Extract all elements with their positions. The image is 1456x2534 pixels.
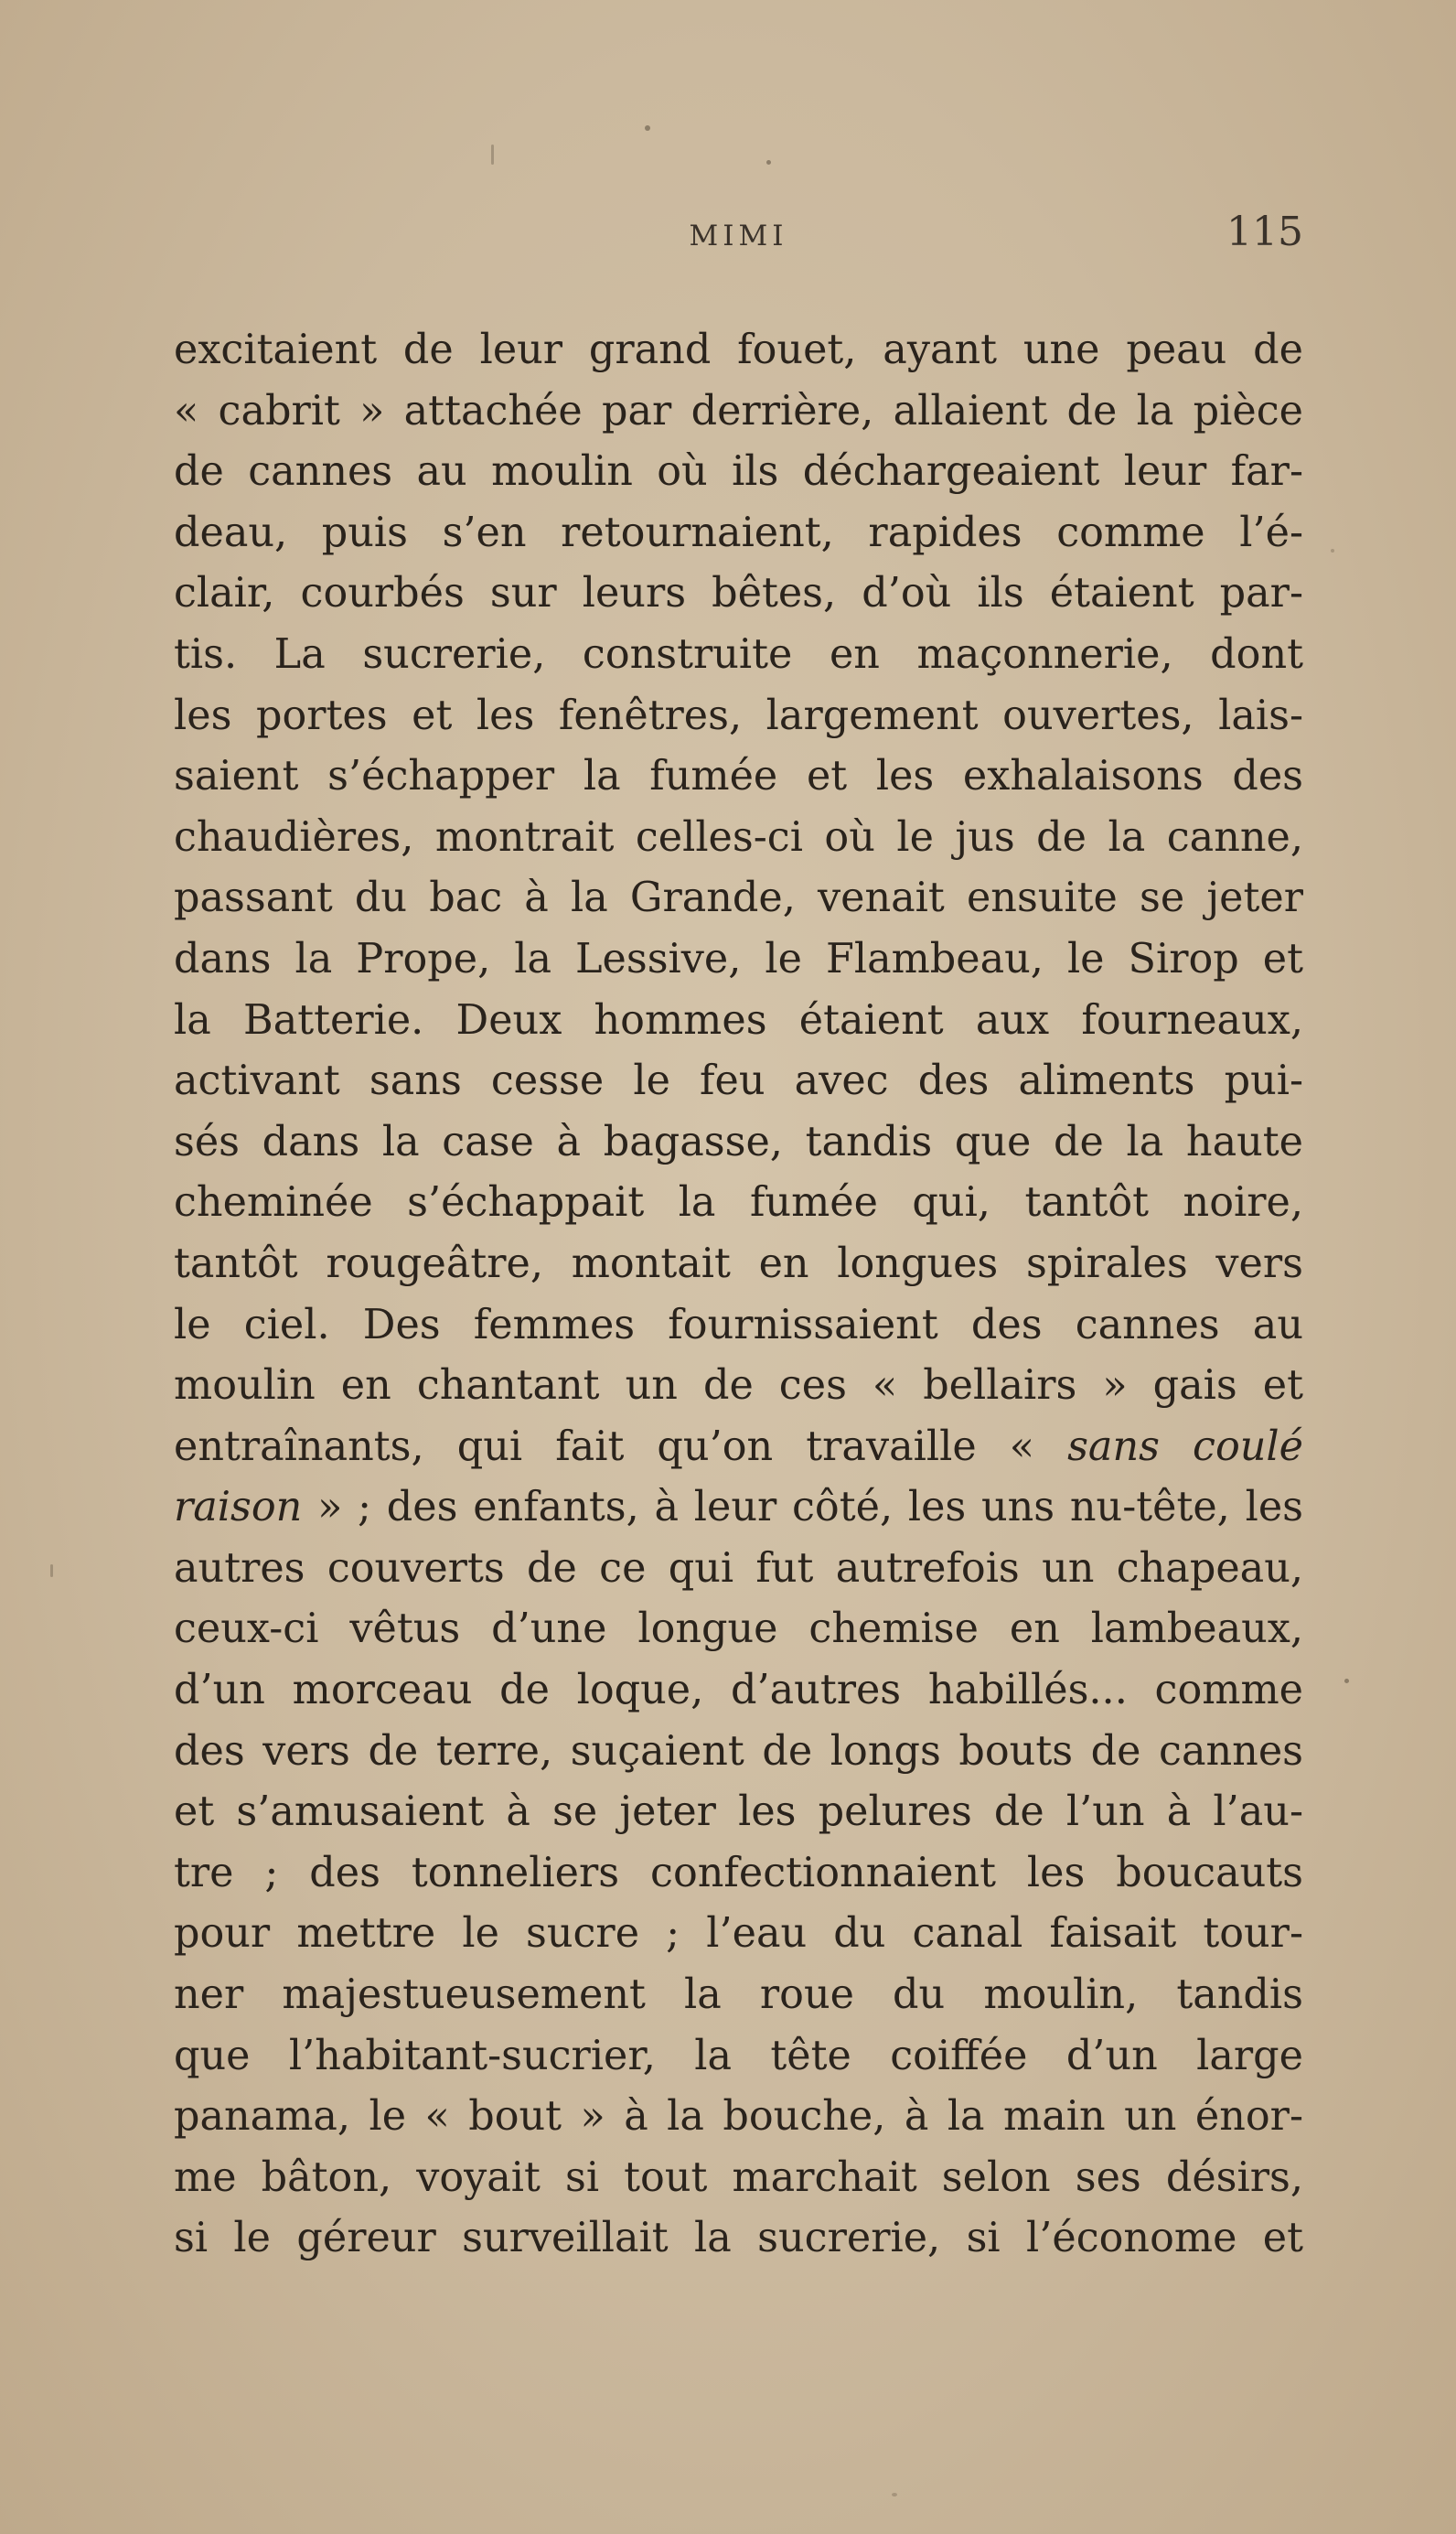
text-line: moulin en chantant un de ces « bellairs » gais et — [174, 1362, 1303, 1410]
text-line: tre ; des tonneliers confectionnaient les boucauts — [174, 1849, 1303, 1896]
running-title: MIMI — [689, 220, 788, 252]
text-line: de cannes au moulin où ils déchargeaient leur far- — [174, 448, 1303, 496]
text-line: et s’amusaient à se jeter les pelures de l’un à l’au- — [174, 1788, 1303, 1836]
text-line: excitaient de leur grand fouet, ayant une peau de — [174, 327, 1303, 373]
text-line: tis. La sucrerie, construite en maçonnerie, dont — [174, 630, 1303, 678]
text-line: « cabrit » attachée par derrière, allaient de la pièce — [174, 387, 1303, 435]
paper-speck — [1344, 1679, 1349, 1683]
text-line: le ciel. Des femmes fournissaient des cannes au — [174, 1301, 1303, 1348]
text-line: que l’habitant-sucrier, la tête coiffée d’un large — [174, 2032, 1303, 2079]
text-line: ceux-ci vêtus d’une longue chemise en lambeaux, — [174, 1605, 1303, 1653]
italic-segment: raison — [174, 1484, 303, 1531]
paper-speck — [892, 2493, 897, 2496]
text-line: dans la Prope, la Lessive, le Flambeau, le Sirop et — [174, 935, 1303, 982]
text-line: des vers de terre, suçaient de longs bouts de cannes — [174, 1727, 1303, 1775]
text-line: me bâton, voyait si tout marchait selon ses désirs, — [174, 2153, 1303, 2201]
paper-speck — [766, 160, 771, 165]
text-line: passant du bac à la Grande, venait ensuite se jeter — [174, 875, 1303, 922]
text-line: pour mettre le sucre ; l’eau du canal faisait tour- — [174, 1910, 1303, 1958]
text-line: d’un morceau de loque, d’autres habillés... comme — [174, 1667, 1303, 1714]
italic-segment: sans coulé — [1067, 1423, 1303, 1470]
text-line: les portes et les fenêtres, largement ouvertes, lais- — [174, 692, 1303, 739]
text-line: saient s’échapper la fumée et les exhalaisons des — [174, 753, 1303, 800]
text-line: la Batterie. Deux hommes étaient aux fourneaux, — [174, 996, 1303, 1044]
text-line: sés dans la case à bagasse, tandis que de la haute — [174, 1118, 1303, 1165]
text-line: chaudières, montrait celles-ci où le jus de la canne, — [174, 813, 1303, 861]
body-text — [174, 320, 1303, 2270]
text-line: clair, courbés sur leurs bêtes, d’où ils étaient par- — [174, 570, 1303, 617]
text-segment: » ; des enfants, à leur côté, les uns nu-tête, les — [302, 1484, 1303, 1531]
paper-speck — [491, 145, 494, 165]
text-line: deau, puis s’en retournaient, rapides comme l’é- — [174, 509, 1303, 556]
text-line: tantôt rougeâtre, montait en longues spirales vers — [174, 1240, 1303, 1287]
text-line: cheminée s’échappait la fumée qui, tantôt noire, — [174, 1179, 1303, 1227]
paper-speck — [645, 125, 650, 131]
running-head — [174, 209, 1303, 263]
text-line: si le géreur surveillait la sucrerie, si l’économe et — [174, 2215, 1303, 2262]
paper-speck — [50, 1564, 53, 1577]
paper-speck — [1331, 549, 1334, 553]
page-number: 115 — [1226, 209, 1303, 255]
text-line: panama, le « bout » à la bouche, à la main un énor- — [174, 2093, 1303, 2141]
text-segment: entraînants, qui fait qu’on travaille « — [174, 1423, 1068, 1470]
text-line-mixed — [174, 1417, 1303, 1478]
text-line: activant sans cesse le feu avec des aliments pui- — [174, 1058, 1303, 1105]
text-line: autres couverts de ce qui fut autrefois un chapeau, — [174, 1544, 1303, 1592]
text-line: ner majestueusement la roue du moulin, tandis — [174, 1971, 1303, 2019]
text-line-mixed — [174, 1477, 1303, 1539]
